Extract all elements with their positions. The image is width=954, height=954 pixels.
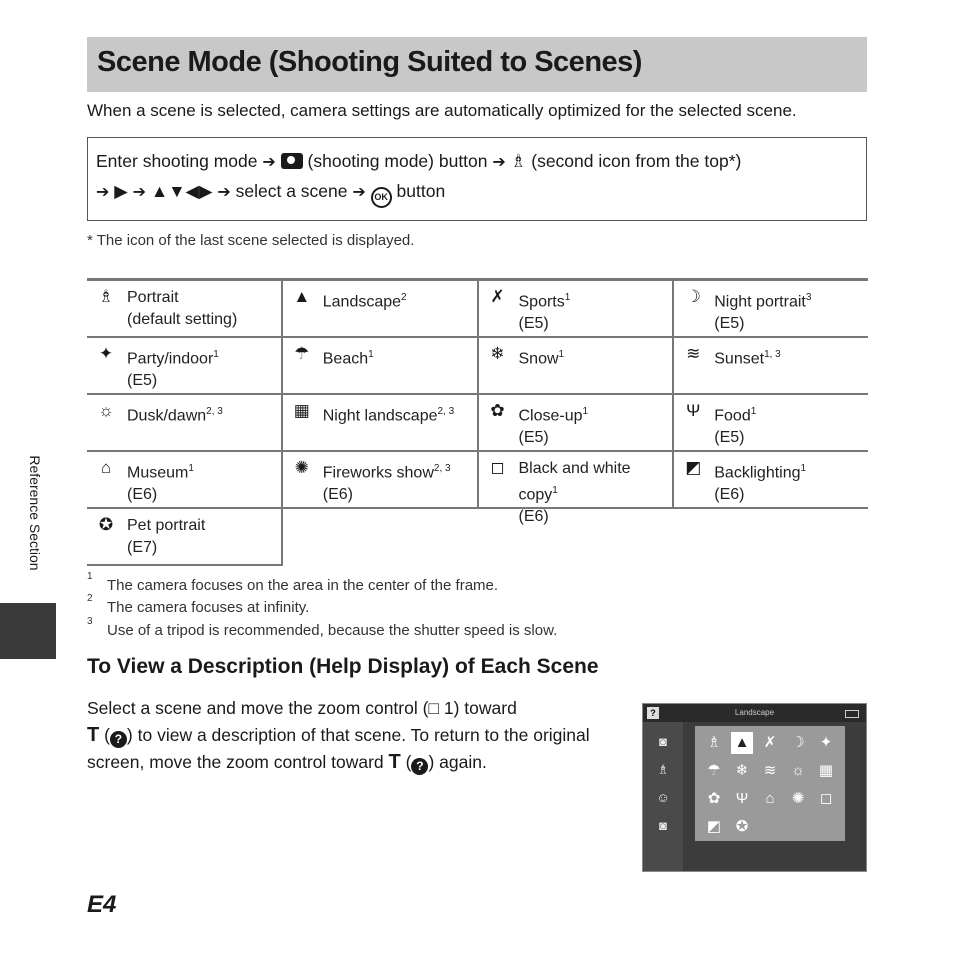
night-portrait-icon[interactable]: ☽	[791, 734, 805, 751]
arrow-icon: ➔	[217, 184, 231, 201]
bw-copy-icon[interactable]: ◻	[819, 790, 833, 807]
scene-name: Party/indoor	[127, 350, 214, 368]
smile-icon: ☺	[656, 790, 670, 805]
camera-icon: ◙	[659, 818, 667, 833]
multi-selector-icon: ▲▼◀▶	[150, 181, 213, 201]
screen-top-bar	[643, 704, 866, 722]
procedure-line-1	[96, 151, 741, 172]
scene-footnote-ref: 3	[805, 292, 812, 303]
night-landscape-icon[interactable]: ▦	[818, 762, 834, 779]
scene-name: Dusk/dawn	[127, 407, 207, 425]
fireworks-icon[interactable]: ✺	[791, 790, 805, 807]
side-label-text: Reference Section	[27, 455, 43, 571]
help-question-icon: ?	[411, 758, 428, 775]
scene-label	[519, 287, 571, 335]
scene-label	[127, 401, 223, 427]
help-badge-icon: ?	[647, 707, 659, 719]
portrait-icon: ♗	[657, 762, 669, 777]
scene-name: Portrait	[127, 289, 179, 306]
close-up-icon[interactable]: ✿	[707, 790, 721, 807]
scene-cell	[478, 337, 674, 394]
fireworks-icon: ✺	[294, 458, 309, 477]
footnote-text: The camera focuses on the area in the center of the frame.	[107, 577, 499, 594]
help-text-2: ) to view a description of that scene. To return to the original screen, move the zoom control toward	[87, 725, 590, 772]
scene-cell	[282, 451, 478, 508]
sunset-icon: ≋	[686, 344, 701, 363]
empty-cell	[282, 508, 478, 565]
footnote-text: Use of a tripod is recommended, because the shutter speed is slow.	[107, 622, 558, 639]
scene-name: Landscape	[322, 293, 402, 311]
help-heading: To View a Description (Help Display) of Each Scene	[87, 655, 599, 678]
scene-footnote-ref: 1	[188, 463, 194, 474]
scene-footnote-ref: 1, 3	[764, 349, 781, 360]
scene-name: Food	[714, 407, 751, 425]
close-up-icon: ✿	[490, 401, 505, 420]
screen-title: Landscape	[734, 708, 775, 717]
scene-cell	[282, 337, 478, 394]
scene-cell	[87, 280, 282, 338]
pet-portrait-icon[interactable]: ✪	[735, 818, 749, 835]
scene-footnote-ref: 1	[368, 349, 374, 360]
scene-label	[323, 401, 454, 427]
scene-name: Night portrait	[714, 293, 806, 311]
arrow-icon: ➔	[352, 184, 366, 201]
arrow-icon: ➔	[262, 154, 276, 171]
help-text-1: Select a scene and move the zoom control (	[87, 698, 429, 718]
camera-icon: ◙	[659, 734, 667, 749]
pet-portrait-icon: ✪	[98, 515, 114, 534]
procedure-step: select a scene	[235, 181, 348, 201]
scene-name: Fireworks show	[322, 464, 434, 482]
scene-cell	[87, 508, 282, 565]
museum-icon: ⌂	[100, 458, 112, 477]
scene-cell	[478, 394, 674, 451]
beach-icon: ☂	[294, 344, 310, 363]
scene-name: Sunset	[714, 350, 765, 368]
scene-cell	[673, 451, 868, 508]
asterisk-note: * The icon of the last scene selected is displayed.	[87, 232, 415, 249]
procedure-line-2	[96, 181, 445, 208]
empty-cell	[478, 508, 674, 565]
scene-icon-grid	[695, 726, 845, 841]
scene-cell	[87, 451, 282, 508]
scene-detail: (E5)	[127, 372, 158, 390]
camera-screen-illustration	[642, 703, 867, 872]
food-icon: Ψ	[686, 401, 701, 420]
scene-detail: (E7)	[127, 539, 158, 556]
scene-label	[714, 458, 806, 506]
section-tab	[0, 603, 56, 659]
right-triangle-icon: ▶	[114, 181, 128, 201]
title-bar	[87, 37, 867, 92]
scene-name: Backlighting	[714, 464, 801, 482]
scene-detail: (E6)	[714, 486, 745, 504]
camera-icon	[281, 153, 303, 169]
scene-name: Close-up	[518, 407, 583, 425]
dusk-dawn-icon: ☼	[98, 401, 114, 420]
snow-icon: ❄	[490, 344, 505, 363]
scene-label	[519, 344, 565, 370]
bw-copy-icon: ◻	[490, 458, 505, 477]
party-indoor-icon[interactable]: ✦	[819, 734, 833, 751]
backlighting-icon[interactable]: ◩	[706, 818, 722, 835]
dusk-dawn-icon[interactable]: ☼	[791, 762, 805, 779]
sports-icon[interactable]: ✗	[763, 734, 777, 751]
battery-icon	[845, 710, 859, 718]
procedure-step: button	[396, 181, 446, 201]
scene-label	[127, 515, 205, 559]
help-paragraph: Select a scene and move the zoom control (□ 1) toward T ( ? ) to view a description of that scene. To return to the original screen, move the zoom control toward T ( ? ) again.	[87, 698, 590, 773]
scene-cell	[673, 280, 868, 338]
book-icon: □	[428, 698, 440, 718]
scene-table	[87, 278, 868, 566]
scene-footnote-ref: 1	[558, 349, 565, 360]
scene-label	[714, 401, 756, 449]
procedure-step: (shooting mode) button	[307, 151, 488, 171]
page-title: Scene Mode (Shooting Suited to Scenes)	[97, 46, 642, 78]
scene-cell	[478, 280, 674, 338]
food-icon[interactable]: Ψ	[735, 790, 749, 807]
scene-name: Snow	[518, 350, 559, 368]
scene-cell	[282, 394, 478, 451]
scene-label	[714, 344, 781, 370]
scene-label	[127, 287, 237, 331]
landscape-icon: ▲	[293, 287, 311, 306]
scene-label	[323, 344, 374, 370]
scene-cell	[87, 337, 282, 394]
scene-footnote-ref: 1	[582, 406, 589, 417]
party-indoor-icon: ✦	[98, 344, 114, 363]
scene-name: Museum	[127, 464, 189, 482]
intro-text: When a scene is selected, camera settings are automatically optimized for the selected scene.	[87, 101, 797, 120]
scene-footnote-ref: 2, 3	[437, 406, 455, 417]
scene-cell	[673, 337, 868, 394]
scene-footnote-ref: 1	[800, 463, 807, 474]
scene-name: Pet portrait	[127, 517, 206, 534]
scene-footnote-ref: 2, 3	[206, 406, 223, 417]
arrow-icon: ➔	[132, 184, 147, 201]
scene-cell	[282, 280, 478, 338]
sunset-icon[interactable]: ≋	[763, 762, 777, 779]
night-landscape-icon: ▦	[293, 401, 310, 420]
scene-label	[127, 344, 219, 392]
footnote-text: The camera focuses at infinity.	[107, 599, 310, 616]
scene-detail: (E5)	[518, 315, 549, 333]
scene-cell	[87, 394, 282, 451]
scene-name: Night landscape	[322, 407, 438, 425]
procedure-step: Enter shooting mode	[96, 151, 258, 171]
procedure-box	[87, 137, 867, 221]
help-text-1b: 1) toward	[439, 698, 517, 718]
scene-detail: (E6)	[322, 486, 353, 504]
help-text-3: ) again.	[428, 752, 487, 772]
arrow-icon: ➔	[492, 154, 506, 171]
portrait-icon: ♗	[510, 151, 527, 171]
scene-footnote-ref: 2, 3	[433, 463, 451, 474]
scene-footnote-ref: 1	[564, 292, 571, 303]
scene-detail: (E5)	[714, 315, 745, 333]
page-number: E4	[87, 891, 117, 918]
scene-label	[714, 287, 811, 335]
scene-name: Sports	[518, 293, 565, 311]
scene-label	[323, 458, 451, 506]
scene-label	[127, 458, 194, 506]
scene-name: Black and white copy	[518, 460, 631, 504]
scene-footnote-ref: 1	[213, 349, 219, 360]
scene-detail: (E6)	[127, 486, 158, 504]
ok-button-icon: OK	[371, 187, 392, 208]
screen-mode-column	[643, 722, 683, 871]
empty-cell	[673, 508, 868, 565]
help-question-icon: ?	[110, 731, 127, 748]
footnote-number: 3	[87, 616, 93, 627]
scene-label	[519, 401, 589, 449]
scene-footnote-ref: 1	[750, 406, 757, 417]
backlighting-icon: ◩	[685, 458, 702, 477]
scene-detail: (default setting)	[127, 311, 238, 328]
museum-icon[interactable]: ⌂	[765, 790, 775, 807]
scene-cell	[673, 394, 868, 451]
footnote-number: 2	[87, 593, 93, 604]
night-portrait-icon: ☽	[685, 287, 701, 306]
procedure-step: (second icon from the top*)	[531, 151, 742, 171]
scene-footnote-ref: 2	[401, 292, 407, 303]
scene-cell	[478, 451, 674, 526]
scene-name: Beach	[322, 350, 369, 368]
scene-label	[323, 287, 407, 313]
landscape-icon[interactable]: ▲	[731, 732, 753, 754]
portrait-icon: ♗	[98, 287, 114, 306]
scene-detail: (E5)	[518, 429, 549, 447]
footnote-number: 1	[87, 571, 93, 582]
portrait-icon[interactable]: ♗	[707, 734, 721, 751]
sports-icon: ✗	[490, 287, 505, 306]
scene-detail: (E6)	[518, 508, 549, 526]
zoom-t-key: T	[87, 724, 100, 746]
zoom-t-key: T	[388, 751, 401, 773]
snow-icon[interactable]: ❄	[735, 762, 749, 779]
beach-icon[interactable]: ☂	[707, 762, 721, 779]
scene-footnote-ref: 1	[552, 485, 558, 496]
arrow-icon: ➔	[96, 184, 110, 201]
scene-detail: (E5)	[714, 429, 745, 447]
side-label	[20, 440, 43, 590]
